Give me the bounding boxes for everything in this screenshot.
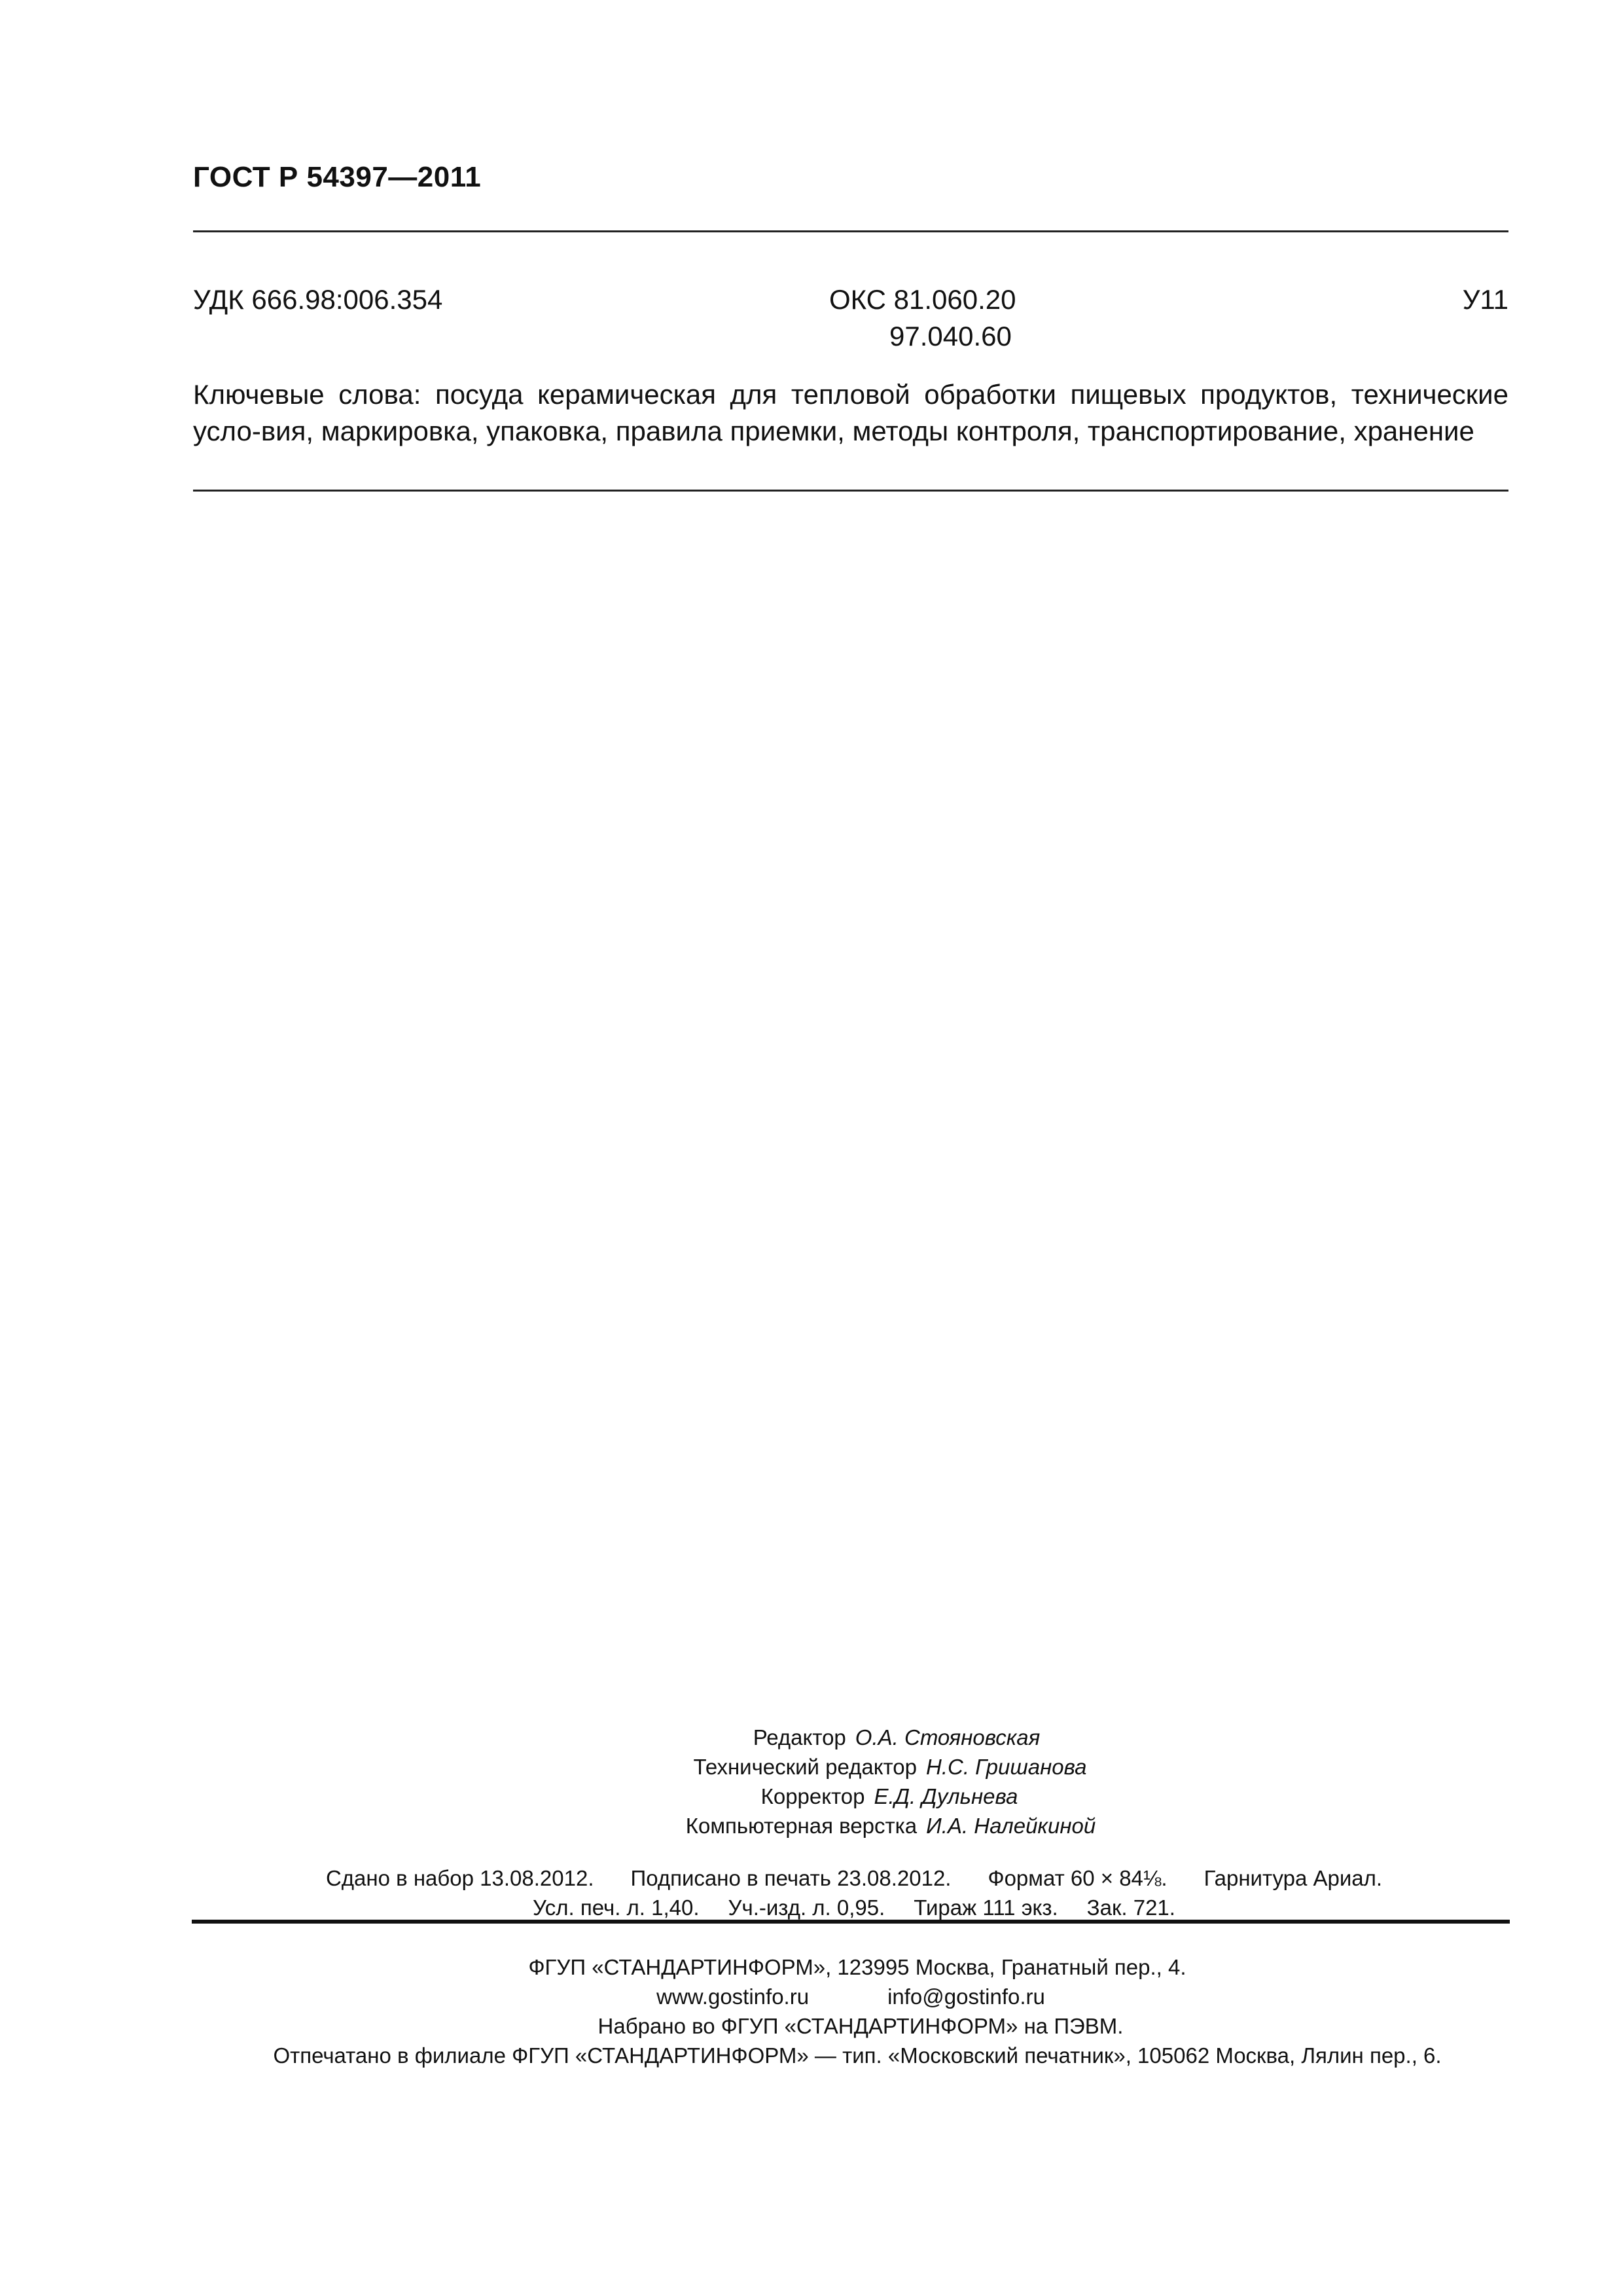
credit-role: Компьютерная верстка <box>685 1814 918 1838</box>
credit-proofreader <box>0 1782 1623 1811</box>
credit-editor <box>0 1723 1623 1752</box>
imprint-pub-sheets: Уч.-изд. л. 0,95. <box>728 1895 885 1920</box>
credits-block <box>0 1723 1623 1840</box>
publisher-email[interactable]: info@gostinfo.ru <box>887 1984 1045 2009</box>
imprint-font: Гарнитура Ариал. <box>1204 1866 1383 1890</box>
oks-line-1: ОКС 81.060.20 <box>829 284 1016 315</box>
imprint-format: Формат 60 × 84⅛. <box>988 1866 1168 1890</box>
oks-line-2: 97.040.60 <box>889 321 1012 351</box>
imprint-order: Зак. 721. <box>1086 1895 1175 1920</box>
imprint-row-2 <box>0 1893 1623 1922</box>
credit-person: Н.С. Гришанова <box>925 1755 1087 1779</box>
publisher-block <box>0 1952 1623 2070</box>
keywords-divider <box>193 490 1508 492</box>
keywords-paragraph: Ключевые слова: посуда керамическая для тепловой обработки пищевых продуктов, технические усло-вия, маркировка, упаковка, правила приемки, методы контроля, транспортирование, хранение <box>193 379 1508 446</box>
imprint-row-1 <box>0 1863 1623 1893</box>
credit-person: Е.Д. Дульнева <box>874 1784 1018 1808</box>
top-divider <box>193 230 1508 232</box>
udk-code: УДК 666.98:006.354 <box>193 284 443 315</box>
imprint-run: Тираж 111 экз. <box>914 1895 1058 1920</box>
publisher-typeset-note: Набрано во ФГУП «СТАНДАРТИНФОРМ» на ПЭВМ. <box>597 2014 1124 2038</box>
credit-role: Технический редактор <box>693 1755 917 1779</box>
imprint-divider <box>192 1920 1510 1924</box>
credit-layout <box>0 1811 1623 1840</box>
classification-group: У11 <box>1462 284 1508 315</box>
credit-person: О.А. Стояновская <box>855 1725 1041 1749</box>
publisher-address: ФГУП «СТАНДАРТИНФОРМ», 123995 Москва, Гранатный пер., 4. <box>528 1955 1186 1979</box>
oks-code <box>829 281 1016 355</box>
imprint-signed: Подписано в печать 23.08.2012. <box>630 1866 952 1890</box>
imprint-block <box>0 1863 1623 1922</box>
publisher-printed-note: Отпечатано в филиале ФГУП «СТАНДАРТИНФОРМ» — тип. «Московский печатник», 105062 Москва, Лялин пер., 6. <box>273 2043 1442 2068</box>
credit-tech-editor <box>0 1752 1623 1782</box>
imprint-print-sheets: Усл. печ. л. 1,40. <box>533 1895 700 1920</box>
imprint-typeset: Сдано в набор 13.08.2012. <box>325 1866 594 1890</box>
credit-role: Корректор <box>760 1784 865 1808</box>
credit-person: И.А. Налейкиной <box>926 1814 1096 1838</box>
credit-role: Редактор <box>753 1725 846 1749</box>
document-code: ГОСТ Р 54397—2011 <box>193 161 482 193</box>
publisher-website[interactable]: www.gostinfo.ru <box>656 1984 810 2009</box>
publisher-contacts <box>0 1982 1623 2011</box>
